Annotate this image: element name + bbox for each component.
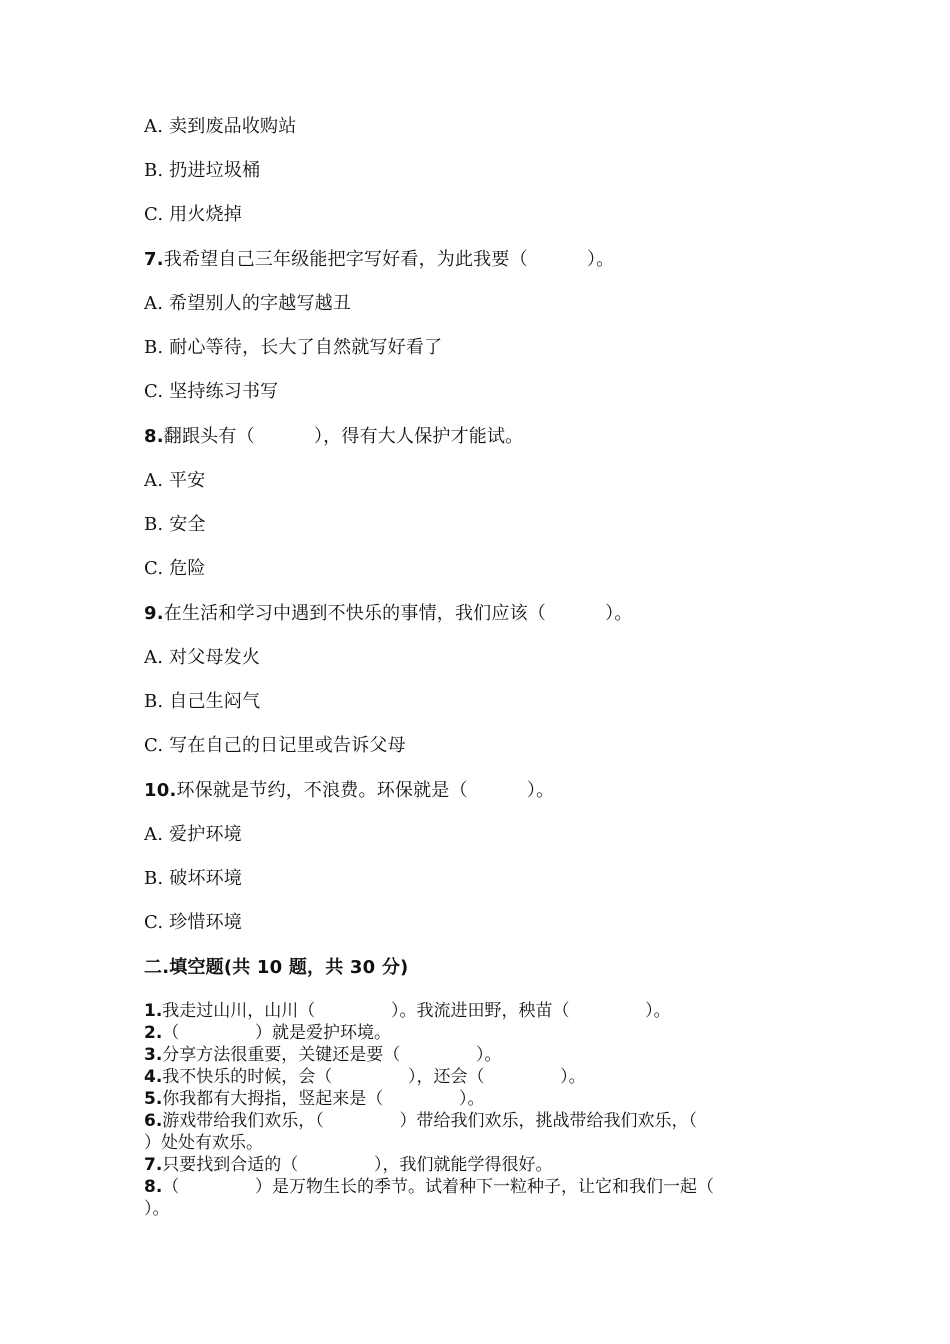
fill-q1-number: 1. xyxy=(144,1001,163,1021)
fill-q6-number: 6. xyxy=(144,1111,163,1131)
q6-option-b: B. 扔进垃圾桶 xyxy=(144,160,261,181)
q7-option-c: C. 坚持练习书写 xyxy=(144,381,279,402)
fill-q6-cont-text: ）处处有欢乐。 xyxy=(144,1133,263,1153)
fill-q4 xyxy=(144,1066,586,1088)
q7-number: 7. xyxy=(144,249,164,270)
q9-option-a: A. 对父母发火 xyxy=(144,647,261,668)
fill-q2-text: （ ）就是爱护环境。 xyxy=(162,1023,391,1043)
fill-q5-text: 你我都有大拇指，竖起来是（ ）。 xyxy=(162,1089,485,1109)
fill-q7 xyxy=(144,1154,552,1176)
fill-q7-text: 只要找到合适的（ ），我们就能学得很好。 xyxy=(162,1155,553,1175)
q10-number: 10. xyxy=(144,780,177,801)
q8-number: 8. xyxy=(144,426,164,447)
q10-text: 环保就是节约，不浪费。环保就是（ ）。 xyxy=(176,780,555,801)
fill-q7-number: 7. xyxy=(144,1155,163,1175)
q9-option-b: B. 自己生闷气 xyxy=(144,691,261,712)
q8-option-b: B. 安全 xyxy=(144,514,206,535)
fill-q8 xyxy=(144,1176,714,1198)
q8-question xyxy=(144,426,523,448)
q7-text: 我希望自己三年级能把字写好看，为此我要（ ）。 xyxy=(163,249,615,270)
q8-text: 翻跟头有（ ），得有大人保护才能试。 xyxy=(163,426,524,447)
q9-number: 9. xyxy=(144,603,164,624)
q7-option-b: B. 耐心等待，长大了自然就写好看了 xyxy=(144,337,443,358)
fill-q4-number: 4. xyxy=(144,1067,163,1087)
fill-q6-continued xyxy=(144,1132,263,1154)
q9-question xyxy=(144,603,633,625)
q7-option-a: A. 希望别人的字越写越丑 xyxy=(144,293,352,314)
fill-q6 xyxy=(144,1110,697,1132)
fill-q3 xyxy=(144,1044,501,1066)
fill-q8-cont-text: ）。 xyxy=(144,1199,170,1219)
q10-option-b: B. 破坏环境 xyxy=(144,868,243,889)
q8-option-a: A. 平安 xyxy=(144,470,206,491)
fill-q3-number: 3. xyxy=(144,1045,163,1065)
fill-q1-text: 我走过山川，山川（ ）。我流进田野，秧苗（ ）。 xyxy=(162,1001,671,1021)
q6-option-c: C. 用火烧掉 xyxy=(144,204,242,225)
fill-q8-text: （ ）是万物生长的季节。试着种下一粒种子，让它和我们一起（ xyxy=(162,1177,714,1197)
q9-text: 在生活和学习中遇到不快乐的事情，我们应该（ ）。 xyxy=(163,603,633,624)
fill-q2 xyxy=(144,1022,391,1044)
fill-q4-text: 我不快乐的时候，会（ ），还会（ ）。 xyxy=(162,1067,586,1087)
q10-question xyxy=(144,780,554,802)
fill-q8-number: 8. xyxy=(144,1177,163,1197)
fill-q8-continued xyxy=(144,1198,170,1220)
section-2-title: 二.填空题(共 10 题，共 30 分) xyxy=(144,957,409,978)
q6-option-a: A. 卖到废品收购站 xyxy=(144,116,297,137)
q8-option-c: C. 危险 xyxy=(144,558,206,579)
q9-option-c: C. 写在自己的日记里或告诉父母 xyxy=(144,735,406,756)
fill-q2-number: 2. xyxy=(144,1023,163,1043)
fill-q5-number: 5. xyxy=(144,1089,163,1109)
q10-option-a: A. 爱护环境 xyxy=(144,824,242,845)
fill-q3-text: 分享方法很重要，关键还是要（ ）。 xyxy=(162,1045,502,1065)
q7-question xyxy=(144,249,614,271)
fill-q6-text: 游戏带给我们欢乐，（ ）带给我们欢乐，挑战带给我们欢乐，（ xyxy=(162,1111,697,1131)
q10-option-c: C. 珍惜环境 xyxy=(144,912,242,933)
fill-q5 xyxy=(144,1088,484,1110)
fill-q1 xyxy=(144,1000,671,1022)
